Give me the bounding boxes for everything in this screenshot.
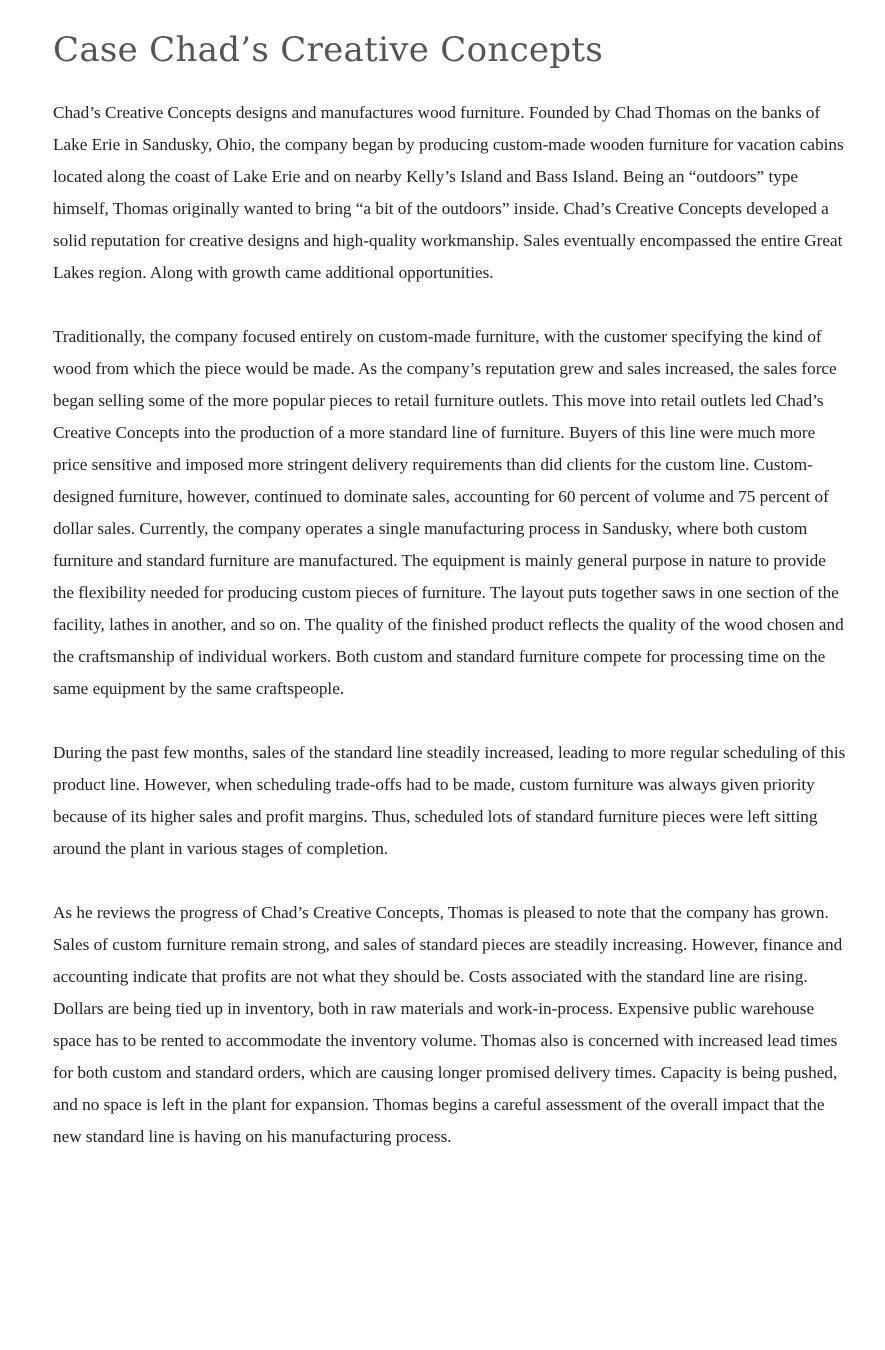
paragraph-scheduling: During the past few months, sales of the standard line steadily increased, leading to more regular scheduling of this product line. However, when scheduling trade-offs had to be made, custom furniture was always given priority because of its higher sales and profit margins. Thus, scheduled lots of standard furniture pieces were left sitting around the plant in various stages of completion.	[53, 743, 846, 858]
paragraph-company-background: Chad’s Creative Concepts designs and manufactures wood furniture. Founded by Chad Thomas on the banks of Lake Erie in Sandusky, Ohio, the company began by producing custom-made wooden furniture for vacation cabins located along the coast of Lake Erie and on nearby Kelly’s Island and Bass Island. Being an “outdoors” type himself, Thomas originally wanted to bring “a bit of the outdoors” inside. Chad’s Creative Concepts developed a solid reputation for creative designs and high-quality workmanship. Sales eventually encompassed the entire Great Lakes region. Along with growth came additional opportunities.	[53, 103, 844, 282]
case-title: Case Chad’s Creative Concepts	[53, 30, 604, 70]
paragraph-operations: Traditionally, the company focused entirely on custom-made furniture, with the customer specifying the kind of wood from which the piece would be made. As the company’s reputation grew and sales increased, the sales force began selling some of the more popular pieces to retail furniture outlets. This move into retail outlets led Chad’s Creative Concepts into the production of a more standard line of furniture. Buyers of this line were much more price sensitive and imposed more stringent delivery requirements than did clients for the custom line. Custom-designed furniture, however, continued to dominate sales, accounting for 60 percent of volume and 75 percent of dollar sales. Currently, the company operates a single manufacturing process in Sandusky, where both custom furniture and standard furniture are manufactured. The equipment is mainly general purpose in nature to provide the flexibility needed for producing custom pieces of furniture. The layout puts together saws in one section of the facility, lathes in another, and so on. The quality of the finished product reflects the quality of the wood chosen and the craftsmanship of individual workers. Both custom and standard furniture compete for processing time on the same equipment by the same craftspeople.	[53, 327, 844, 698]
case-document	[53, 0, 848, 1153]
paragraph-assessment: As he reviews the progress of Chad’s Creative Concepts, Thomas is pleased to note that the company has grown. Sales of custom furniture remain strong, and sales of standard pieces are steadily increasing. However, finance and accounting indicate that profits are not what they should be. Costs associated with the standard line are rising. Dollars are being tied up in inventory, both in raw materials and work-in-process. Expensive public warehouse space has to be rented to accommodate the inventory volume. Thomas also is concerned with increased lead times for both custom and standard orders, which are causing longer promised delivery times. Capacity is being pushed, and no space is left in the plant for expansion. Thomas begins a careful assessment of the overall impact that the new standard line is having on his manufacturing process.	[53, 903, 843, 1146]
